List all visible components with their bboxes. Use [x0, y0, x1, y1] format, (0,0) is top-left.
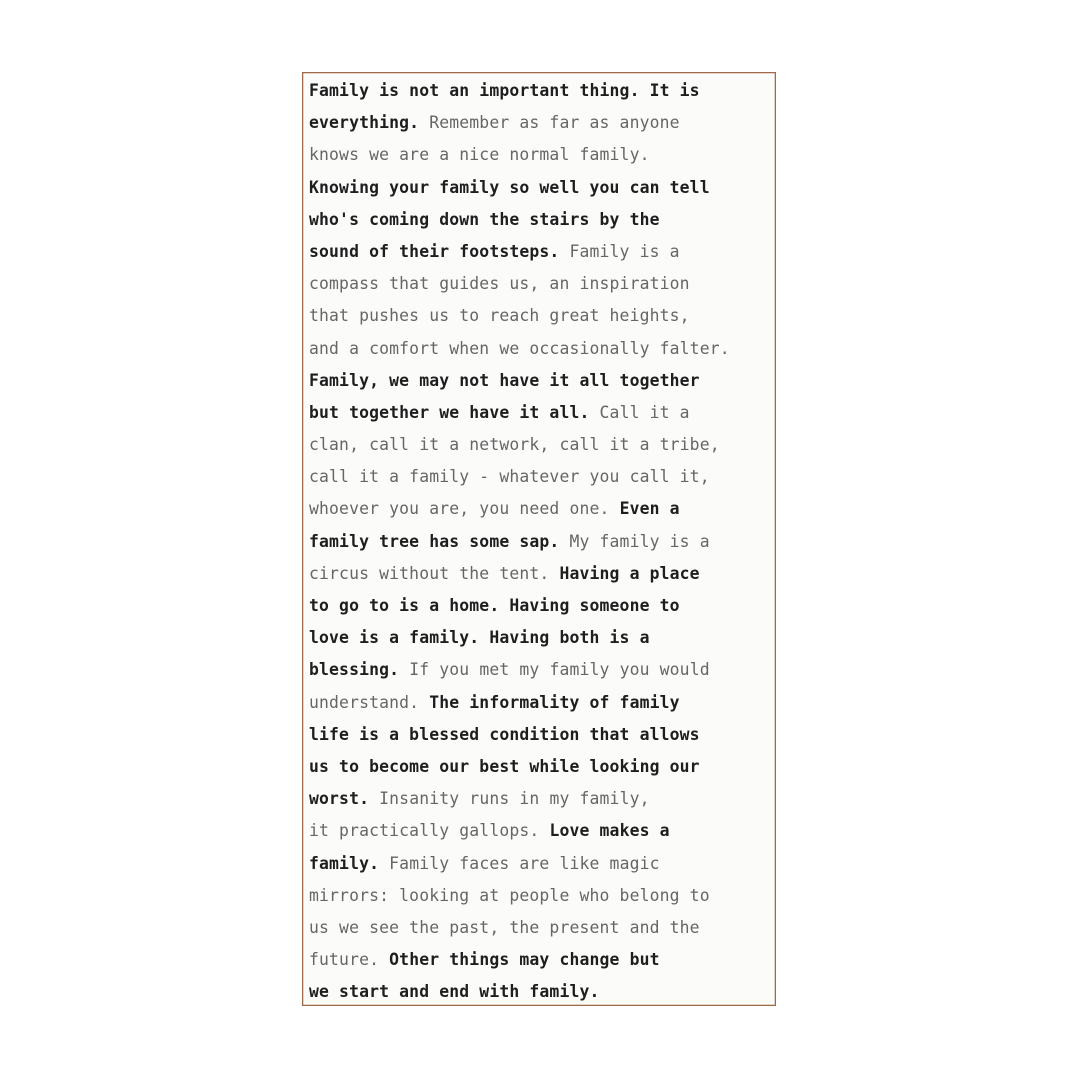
sign-line — [309, 75, 775, 107]
sign-text-segment: who's coming down the stairs by the — [309, 209, 660, 229]
sign-text-segment: whoever you are, you need one. — [309, 499, 620, 519]
sign-text-segment: circus without the tent. — [309, 563, 560, 583]
sign-text-segment: worst. — [309, 789, 380, 809]
sign-line — [309, 590, 775, 622]
sign-text-segment: clan, call it a network, call it a tribe, — [309, 435, 720, 455]
sign-line — [309, 139, 775, 171]
sign-text-segment: future. — [309, 950, 390, 970]
sign-text-segment: The informality of family — [429, 692, 680, 712]
sign-line — [309, 751, 775, 783]
sign-line — [309, 558, 775, 590]
sign-text-segment: we start and end with family. — [309, 982, 600, 1002]
sign-text-segment: mirrors: looking at people who belong to — [309, 885, 710, 905]
sign-line — [309, 976, 775, 1008]
sign-line — [309, 236, 775, 268]
sign-line — [309, 300, 775, 332]
sign-line — [309, 944, 775, 976]
sign-line — [309, 719, 775, 751]
sign-line — [309, 622, 775, 654]
sign-text-segment: sound of their footsteps. — [309, 241, 570, 261]
sign-text-segment: knows we are a nice normal family. — [309, 145, 650, 165]
sign-text-segment: it practically gallops. — [309, 821, 550, 841]
sign-line — [309, 526, 775, 558]
sign-line — [309, 429, 775, 461]
sign-text-segment: Call it a — [599, 402, 690, 422]
sign-text-segment: us we see the past, the present and the — [309, 917, 700, 937]
sign-text-segment: love is a family. Having both is a — [309, 628, 650, 648]
sign-text-segment: If you met my family you would — [409, 660, 710, 680]
sign-line — [309, 815, 775, 847]
sign-line — [309, 333, 775, 365]
sign-text-segment: and a comfort when we occasionally falter. — [309, 338, 730, 358]
sign-line — [309, 493, 775, 525]
sign-text-segment: family tree has some sap. — [309, 531, 570, 551]
sign-line — [309, 397, 775, 429]
sign-text-segment: Family faces are like magic — [389, 853, 660, 873]
sign-text-segment: that pushes us to reach great heights, — [309, 306, 690, 326]
sign-line — [309, 687, 775, 719]
sign-quote-text — [309, 75, 775, 1008]
sign-line — [309, 268, 775, 300]
sign-text-segment: understand. — [309, 692, 430, 712]
sign-text-segment: call it a family - whatever you call it, — [309, 467, 710, 487]
sign-line — [309, 848, 775, 880]
sign-line — [309, 783, 775, 815]
sign-text-segment: Other things may change but — [389, 950, 660, 970]
sign-line — [309, 204, 775, 236]
sign-line — [309, 461, 775, 493]
sign-text-segment: family. — [309, 853, 390, 873]
sign-line — [309, 172, 775, 204]
sign-text-segment: everything. — [309, 113, 430, 133]
sign-text-segment: blessing. — [309, 660, 410, 680]
sign-text-segment: to go to is a home. Having someone to — [309, 596, 680, 615]
wooden-sign — [302, 72, 776, 1006]
sign-text-segment: but together we have it all. — [309, 402, 600, 422]
sign-text-segment: Even a — [619, 499, 680, 519]
sign-text-segment: My family is a — [569, 531, 710, 551]
sign-text-segment: Love makes a — [549, 821, 670, 841]
sign-line — [309, 912, 775, 944]
sign-text-segment: life is a blessed condition that allows — [309, 724, 700, 744]
sign-text-segment: Knowing your family so well you can tell — [309, 177, 710, 197]
sign-line — [309, 365, 775, 397]
sign-line — [309, 654, 775, 686]
sign-text-segment: Remember as far as anyone — [429, 113, 680, 133]
sign-text-segment: Family is not an important thing. It is — [309, 81, 700, 100]
sign-text-segment: us to become our best while looking our — [309, 756, 700, 776]
sign-line — [309, 880, 775, 912]
sign-line — [309, 107, 775, 139]
sign-text-segment: Family is a — [569, 241, 680, 261]
sign-text-segment: Insanity runs in my family, — [379, 789, 650, 809]
sign-text-segment: Family, we may not have it all together — [309, 370, 700, 390]
sign-text-segment: compass that guides us, an inspiration — [309, 274, 690, 294]
sign-text-segment: Having a place — [559, 563, 700, 583]
